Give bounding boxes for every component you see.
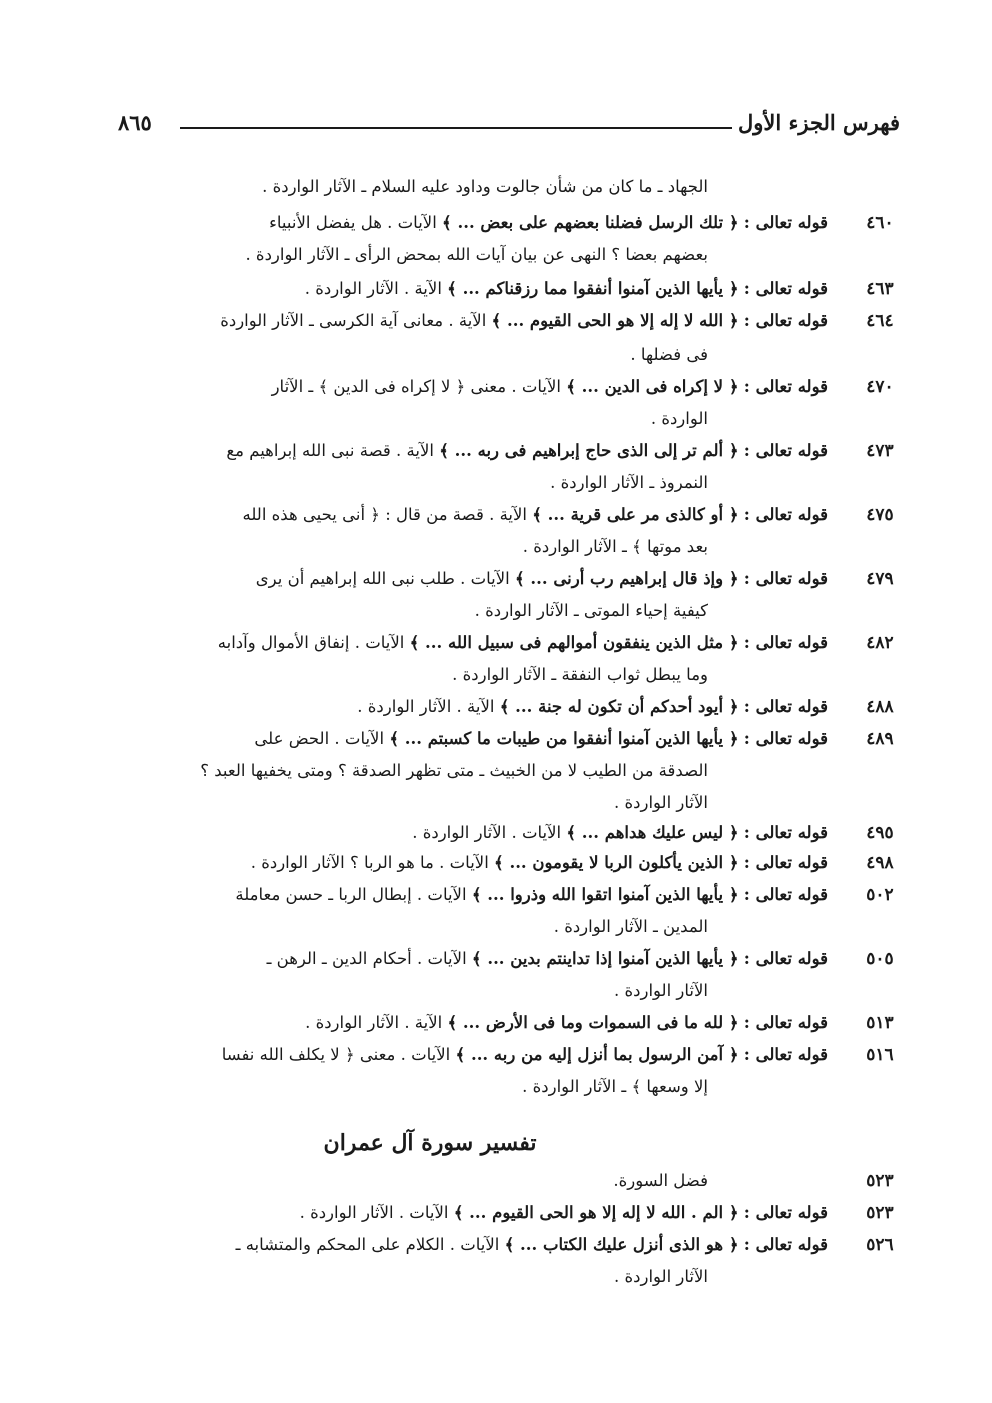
- verse-quote: ﴿ لا إكراه فى الدين ... ﴾: [566, 377, 739, 396]
- entry-description: الآيات . ما هو الربا ؟ الآثار الواردة .: [250, 853, 489, 872]
- entry-text: [130, 306, 828, 336]
- index-line: [130, 912, 900, 942]
- entry-page-number: ٥٠٢: [866, 885, 894, 905]
- index-line: [130, 818, 900, 848]
- index-line: [130, 1040, 900, 1070]
- index-line: [130, 208, 900, 238]
- index-line: [130, 660, 900, 690]
- index-line: [130, 976, 900, 1006]
- index-line: [130, 756, 900, 786]
- entry-description: فى فضلها .: [630, 345, 708, 364]
- entry-label: قوله تعالى :: [743, 279, 828, 298]
- index-line: [130, 500, 900, 530]
- index-line: [130, 692, 900, 722]
- index-line: [130, 404, 900, 434]
- entry-text: [130, 208, 828, 238]
- entry-page-number: ٥٠٥: [866, 949, 894, 969]
- entry-description: الصدقة من الطيب لا من الخبيث ـ متى تظهر الصدقة ؟ ومتى يخفيها العبد ؟: [200, 761, 708, 780]
- entry-description: الجهاد ـ ما كان من شأن جالوت وداود عليه السلام ـ الآثار الواردة .: [262, 177, 708, 196]
- entry-label: قوله تعالى :: [743, 1013, 828, 1032]
- index-line: [130, 274, 900, 304]
- index-line: [130, 1198, 900, 1228]
- entry-page-number: ٤٨٨: [866, 697, 894, 717]
- entry-text: [130, 880, 828, 910]
- index-line: [130, 340, 900, 370]
- entry-page-number: ٥٢٣: [866, 1203, 894, 1223]
- entry-text: [130, 1198, 828, 1228]
- index-line: [130, 436, 900, 466]
- entry-text: [130, 404, 708, 434]
- index-line: [130, 848, 900, 878]
- entry-label: قوله تعالى :: [743, 1045, 828, 1064]
- entry-label: قوله تعالى :: [743, 441, 828, 460]
- entry-description: كيفية إحياء الموتى ـ الآثار الواردة .: [474, 601, 708, 620]
- entry-description: الآية . الآثار الواردة .: [304, 279, 442, 298]
- entry-label: قوله تعالى :: [743, 949, 828, 968]
- page-header: [118, 110, 900, 144]
- section-title: تفسير سورة آل عمران: [323, 1130, 537, 1156]
- verse-quote: ﴿ الله لا إله إلا هو الحى القيوم ... ﴾: [491, 311, 739, 330]
- entry-page-number: ٥١٣: [866, 1013, 894, 1033]
- entry-description: الآثار الواردة .: [614, 793, 708, 812]
- index-line: [130, 596, 900, 626]
- index-line: [130, 240, 900, 270]
- entry-text: [130, 372, 828, 402]
- entry-text: [130, 564, 828, 594]
- verse-quote: ﴿ لله ما فى السموات وما فى الأرض ... ﴾: [447, 1013, 739, 1032]
- entry-description: الآية . الآثار الواردة .: [357, 697, 495, 716]
- entry-label: قوله تعالى :: [743, 569, 828, 588]
- entry-description: بعضهم بعضا ؟ النهى عن بيان آيات الله بمحض الرأى ـ الآثار الواردة .: [245, 245, 708, 264]
- entry-page-number: ٤٦٤: [866, 311, 894, 331]
- entry-page-number: ٤٩٨: [866, 853, 894, 873]
- entry-label: قوله تعالى :: [743, 377, 828, 396]
- index-line: [130, 724, 900, 754]
- header-title: فهرس الجزء الأول: [737, 110, 900, 135]
- entry-text: [130, 756, 708, 786]
- entry-text: [130, 1040, 828, 1070]
- index-line: [130, 788, 900, 818]
- entry-text: [130, 692, 828, 722]
- entry-page-number: ٤٧٣: [866, 441, 894, 461]
- entry-description: الآيات . إنفاق الأموال وآدابه: [217, 633, 405, 652]
- entry-text: [130, 1262, 708, 1292]
- entry-text: [130, 596, 708, 626]
- entry-description: الآيات . الآثار الواردة .: [299, 1203, 449, 1222]
- entry-label: قوله تعالى :: [743, 885, 828, 904]
- entry-description: الآية . الآثار الواردة .: [305, 1013, 443, 1032]
- entry-description: الآيات . معنى ﴿ لا إكراه فى الدين ﴾ ـ الآثار: [271, 377, 561, 396]
- verse-quote: ﴿ هو الذى أنزل عليك الكتاب ... ﴾: [504, 1235, 739, 1254]
- entry-text: [130, 628, 828, 658]
- page-number: ٨٦٥: [118, 110, 152, 135]
- verse-quote: ﴿ آمن الرسول بما أنزل إليه من ربه ... ﴾: [455, 1045, 739, 1064]
- entry-description: الآيات . إبطال الربا ـ حسن معاملة: [235, 885, 467, 904]
- entry-text: [130, 340, 708, 370]
- verse-quote: ﴿ أيود أحدكم أن تكون له جنة ... ﴾: [499, 697, 739, 716]
- entry-label: قوله تعالى :: [743, 311, 828, 330]
- entry-page-number: ٥٢٣: [866, 1171, 894, 1191]
- index-line: [130, 944, 900, 974]
- entry-text: [130, 976, 708, 1006]
- entry-text: [130, 532, 708, 562]
- verse-quote: ﴿ الم . الله لا إله إلا هو الحى القيوم ... ﴾: [453, 1203, 739, 1222]
- index-line: [130, 532, 900, 562]
- verse-quote: ﴿ ليس عليك هداهم ... ﴾: [566, 823, 739, 842]
- verse-quote: ﴿ أو كالذى مر على قرية ... ﴾: [532, 505, 739, 524]
- entry-text: [130, 240, 708, 270]
- entry-page-number: ٥١٦: [866, 1045, 894, 1065]
- entry-page-number: ٤٩٥: [866, 823, 894, 843]
- entry-text: [130, 172, 708, 202]
- index-line: [130, 1072, 900, 1102]
- entry-text: [130, 1230, 828, 1260]
- verse-quote: ﴿ مثل الذين ينفقون أموالهم فى سبيل الله ... ﴾: [409, 633, 739, 652]
- index-line: [130, 1230, 900, 1260]
- entry-text: [130, 818, 828, 848]
- index-line: [130, 1166, 900, 1196]
- index-line: [130, 372, 900, 402]
- entry-text: [130, 848, 828, 878]
- entry-text: [130, 912, 708, 942]
- entry-text: [130, 436, 828, 466]
- entry-text: [130, 660, 708, 690]
- entry-description: الآيات . الكلام على المحكم والمتشابه ـ: [235, 1235, 500, 1254]
- verse-quote: ﴿ يأيها الذين آمنوا اتقوا الله وذروا ... ﴾: [471, 885, 739, 904]
- entry-text: [130, 1166, 708, 1196]
- entry-description: الآيات . الآثار الواردة .: [412, 823, 562, 842]
- verse-quote: ﴿ وإذ قال إبراهيم رب أرنى ... ﴾: [515, 569, 739, 588]
- entry-description: النمروذ ـ الآثار الواردة .: [550, 473, 708, 492]
- entry-description: إلا وسعها ﴾ ـ الآثار الواردة .: [522, 1077, 708, 1096]
- header-rule: [180, 127, 732, 129]
- entry-description: الآيات . أحكام الدين ـ الرهن ـ: [266, 949, 467, 968]
- entry-description: الآيات . هل يفضل الأنبياء: [269, 213, 437, 232]
- index-line: [130, 1008, 900, 1038]
- entry-label: قوله تعالى :: [743, 853, 828, 872]
- entry-description: الآيات . طلب نبى الله إبراهيم أن يرى: [255, 569, 510, 588]
- entry-page-number: ٤٨٩: [866, 729, 894, 749]
- entry-text: [130, 500, 828, 530]
- entry-description: الآية . قصة نبى الله إبراهيم مع: [226, 441, 434, 460]
- entry-label: قوله تعالى :: [743, 505, 828, 524]
- entry-description: الآثار الواردة .: [614, 981, 708, 1000]
- verse-quote: ﴿ يأيها الذين آمنوا أنفقوا مما رزقناكم ... ﴾: [447, 279, 739, 298]
- index-line: [130, 172, 900, 202]
- entry-page-number: ٥٢٦: [866, 1235, 894, 1255]
- entry-label: قوله تعالى :: [743, 823, 828, 842]
- entry-description: الآية . معانى آية الكرسى ـ الآثار الواردة: [220, 311, 487, 330]
- entry-page-number: ٤٧٠: [866, 377, 894, 397]
- verse-quote: ﴿ تلك الرسل فضلنا بعضهم على بعض ... ﴾: [442, 213, 739, 232]
- entry-page-number: ٤٦٣: [866, 279, 894, 299]
- entry-text: [130, 274, 828, 304]
- entry-description: الآيات . الحض على: [254, 729, 385, 748]
- index-line: [130, 468, 900, 498]
- entry-text: [130, 1008, 828, 1038]
- entry-page-number: ٤٧٥: [866, 505, 894, 525]
- entry-label: قوله تعالى :: [743, 213, 828, 232]
- entry-text: [130, 1072, 708, 1102]
- entry-description: الآية . قصة من قال : ﴿ أنى يحيى هذه الله: [242, 505, 528, 524]
- entry-description: الواردة .: [650, 409, 708, 428]
- entry-description: بعد موتها ﴾ ـ الآثار الواردة .: [522, 537, 708, 556]
- entry-description: فضل السورة.: [613, 1171, 708, 1190]
- entry-page-number: ٤٧٩: [866, 569, 894, 589]
- verse-quote: ﴿ يأيها الذين آمنوا إذا تداينتم بدين ... ﴾: [471, 949, 739, 968]
- entry-description: الآيات . معنى ﴿ لا يكلف الله نفسا: [221, 1045, 451, 1064]
- entry-label: قوله تعالى :: [743, 1235, 828, 1254]
- entry-label: قوله تعالى :: [743, 633, 828, 652]
- entry-description: وما يبطل ثواب النفقة ـ الآثار الواردة .: [452, 665, 708, 684]
- entry-text: [130, 468, 708, 498]
- entry-label: قوله تعالى :: [743, 1203, 828, 1222]
- verse-quote: ﴿ ألم تر إلى الذى حاج إبراهيم فى ربه ... ﴾: [439, 441, 739, 460]
- entry-page-number: ٤٨٢: [866, 633, 894, 653]
- entry-text: [130, 724, 828, 754]
- entry-label: قوله تعالى :: [743, 697, 828, 716]
- index-line: [130, 628, 900, 658]
- entry-description: الآثار الواردة .: [614, 1267, 708, 1286]
- entry-text: [130, 944, 828, 974]
- entry-page-number: ٤٦٠: [866, 213, 894, 233]
- index-line: [130, 306, 900, 336]
- entry-label: قوله تعالى :: [743, 729, 828, 748]
- verse-quote: ﴿ يأيها الذين آمنوا أنفقوا من طيبات ما كسبتم ... ﴾: [389, 729, 739, 748]
- verse-quote: ﴿ الذين يأكلون الربا لا يقومون ... ﴾: [494, 853, 739, 872]
- entry-description: المدين ـ الآثار الواردة .: [553, 917, 708, 936]
- index-line: [130, 880, 900, 910]
- index-line: [130, 564, 900, 594]
- index-line: [130, 1262, 900, 1292]
- entry-text: [130, 788, 708, 818]
